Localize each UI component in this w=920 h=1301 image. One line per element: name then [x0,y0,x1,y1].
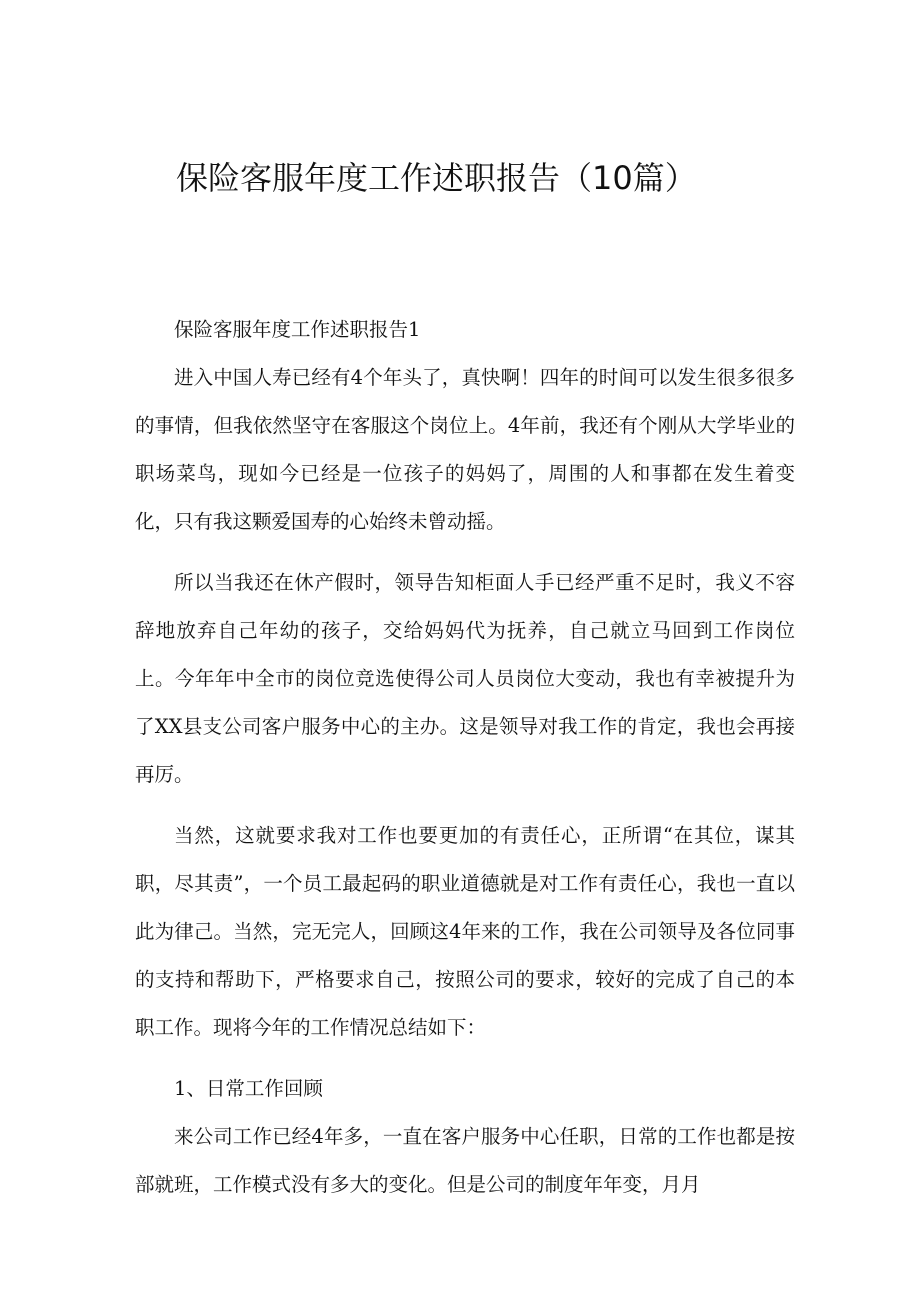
paragraph-4: 来公司工作已经4年多，一直在客户服务中心任职，日常的工作也都是按部就班，工作模式没有多大的变化。但是公司的制度年年变，月月 [135,1125,795,1196]
paragraph-1: 进入中国人寿已经有4个年头了，真快啊！四年的时间可以发生很多很多的事情，但我依然坚守在客服这个岗位上。4年前，我还有个刚从大学毕业的职场菜鸟，现如今已经是一位孩子的妈妈了，周围的人和事都在发生着变化，只有我这颗爱国寿的心始终未曾动摇。 [135,366,795,533]
document-body [135,306,795,1222]
report-subheading: 保险客服年度工作述职报告1 [174,318,421,341]
document-title: 保险客服年度工作述职报告（10篇） [176,159,697,197]
paragraph-2: 所以当我还在休产假时，领导告知柜面人手已经严重不足时，我义不容辞地放弃自己年幼的孩子，交给妈妈代为抚养，自己就立马回到工作岗位上。今年年中全市的岗位竞选使得公司人员岗位大变动，我也有幸被提升为了XX县支公司客户服务中心的主办。这是领导对我工作的肯定，我也会再接再厉。 [135,571,795,786]
section-heading-daily-work: 1、日常工作回顾 [174,1077,323,1100]
paragraph-3: 当然，这就要求我对工作也要更加的有责任心，正所谓“在其位，谋其职，尽其责”，一个员工最起码的职业道德就是对工作有责任心，我也一直以此为律己。当然，完无完人，回顾这4年来的工作，我在公司领导及各位同事的支持和帮助下，严格要求自己，按照公司的要求，较好的完成了自己的本职工作。现将今年的工作情况总结如下： [135,824,795,1039]
